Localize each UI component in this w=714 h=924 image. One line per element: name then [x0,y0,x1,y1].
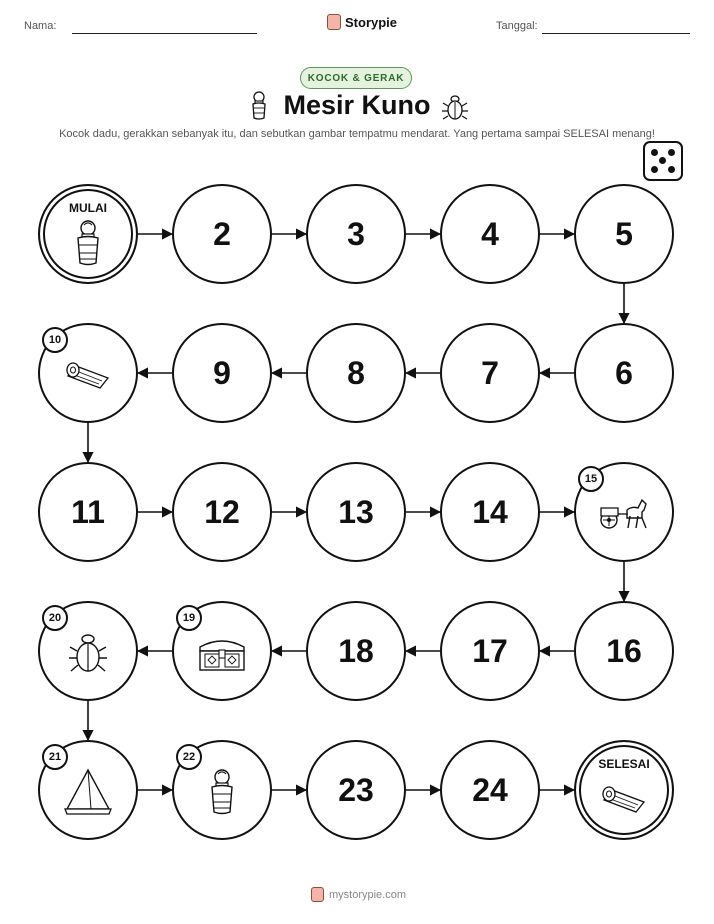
name-label: Nama: [24,20,57,32]
space-number-tag: 19 [176,605,202,631]
start-label: MULAI [69,201,107,215]
space-number: 12 [204,494,240,530]
space-number: 13 [338,494,374,530]
activity-badge: KOCOK & GERAK [300,67,412,89]
brand-name: Storypie [345,14,398,30]
canopic-jar-icon [205,768,239,821]
finish-label: SELESAI [598,757,650,771]
space-18 [306,601,406,701]
space-number: 3 [347,216,365,252]
space-number-tag: 10 [42,327,68,353]
space-number: 5 [615,216,633,252]
space-17 [440,601,540,701]
space-9 [172,323,272,423]
page-title: Mesir Kuno [283,90,431,120]
space-number-tag: 15 [578,466,604,492]
space-number: 18 [338,633,374,669]
space-number-tag: 22 [176,744,202,770]
space-number: 11 [71,494,105,530]
treasure-chest-icon [195,633,249,678]
space-number: 2 [213,216,231,252]
chariot-icon [598,496,650,537]
space-12 [172,462,272,562]
space-number: 17 [472,633,508,669]
space-2 [172,184,272,284]
space-number: 8 [347,355,365,391]
papyrus-scroll-icon [64,360,112,395]
space-7 [440,323,540,423]
papyrus-scroll-icon [600,784,648,819]
start-space [38,184,138,284]
canopic-jar-icon [71,219,105,272]
space-number-tag: 20 [42,605,68,631]
storypie-mascot-icon [311,887,324,902]
space-number: 16 [606,633,642,669]
scarab-icon [68,631,108,680]
space-23 [306,740,406,840]
finish-space [574,740,674,840]
space-11 [38,462,138,562]
space-3 [306,184,406,284]
space-number: 4 [481,216,499,252]
date-label: Tanggal: [496,20,538,32]
space-14 [440,462,540,562]
footer-site: mystorypie.com [329,888,407,901]
space-number-tag: 21 [42,744,68,770]
space-13 [306,462,406,562]
space-8 [306,323,406,423]
footer [311,887,406,902]
space-number: 23 [338,772,374,808]
space-number: 24 [472,772,508,808]
space-16 [574,601,674,701]
space-number: 6 [615,355,633,391]
space-24 [440,740,540,840]
space-5 [574,184,674,284]
space-4 [440,184,540,284]
space-number: 9 [213,355,231,391]
space-number: 7 [481,355,499,391]
space-6 [574,323,674,423]
space-number: 14 [472,494,508,530]
pyramid-icon [63,767,113,822]
instructions-text: Kocok dadu, gerakkan sebanyak itu, dan sebutkan gambar tempatmu mendarat. Yang pertama sampai SELESAI menang! [59,128,655,140]
